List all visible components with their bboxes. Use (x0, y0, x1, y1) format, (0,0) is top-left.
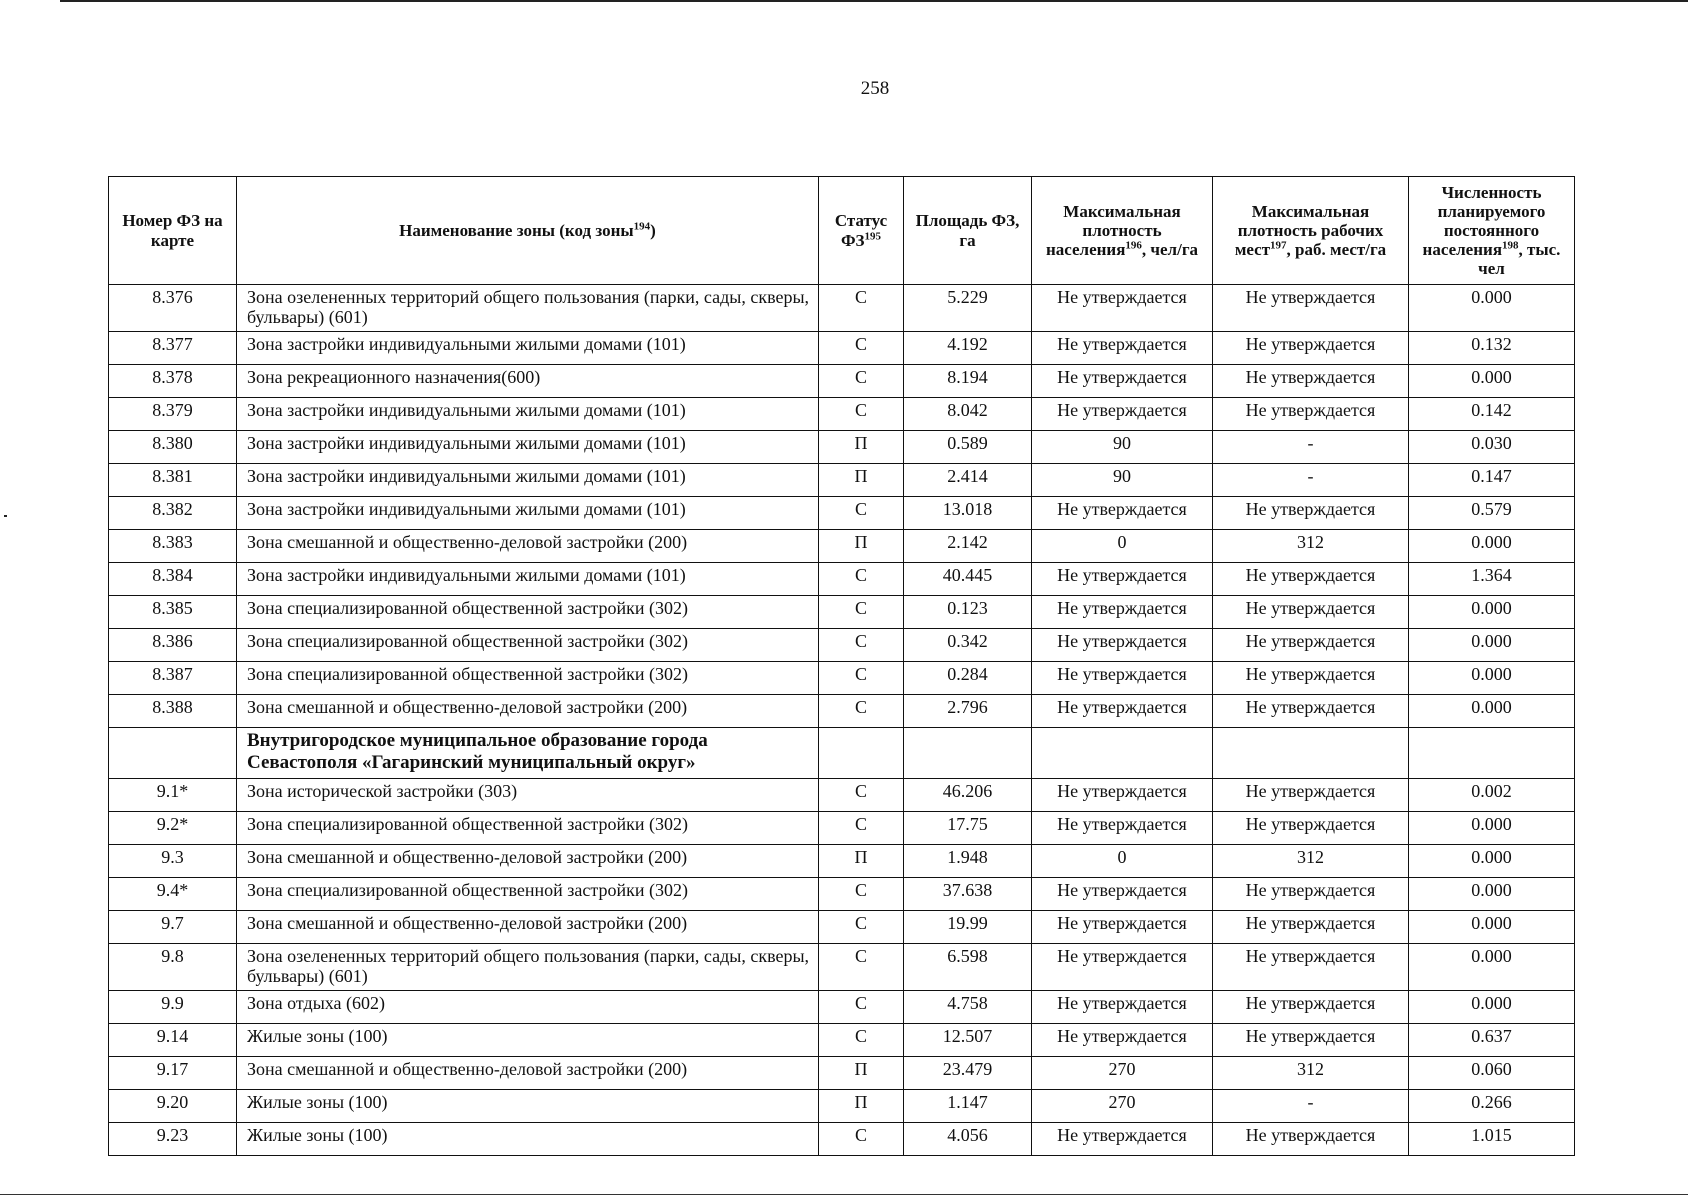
table-cell: 4.056 (904, 1123, 1032, 1156)
header-planned-population: Численность планируемого постоянного населения$^{198}$, тыс. чел (1409, 177, 1575, 285)
table-cell: 8.379 (109, 398, 237, 431)
table-cell: 2.796 (904, 695, 1032, 728)
table-row (109, 1090, 1575, 1123)
table-cell: Не утверждается (1213, 332, 1409, 365)
table-cell: 19.99 (904, 911, 1032, 944)
table-cell: 8.382 (109, 497, 237, 530)
table-cell: 90 (1032, 464, 1213, 497)
table-cell: С (819, 911, 904, 944)
table-body-part-1 (109, 285, 1575, 728)
table-cell: 9.9 (109, 991, 237, 1024)
table-cell: Зона специализированной общественной застройки (302) (237, 812, 819, 845)
table-cell: Не утверждается (1213, 365, 1409, 398)
table-cell: 8.376 (109, 285, 237, 332)
table-row (109, 365, 1575, 398)
table-cell: 9.3 (109, 845, 237, 878)
table-cell: 0.030 (1409, 431, 1575, 464)
table-cell: Зона застройки индивидуальными жилыми домами (101) (237, 464, 819, 497)
table-cell: Не утверждается (1213, 563, 1409, 596)
table-cell: 0.147 (1409, 464, 1575, 497)
table-cell: - (1213, 431, 1409, 464)
table-cell: 0.000 (1409, 596, 1575, 629)
table-cell: - (1213, 1090, 1409, 1123)
table-cell: 0.284 (904, 662, 1032, 695)
table-cell: Не утверждается (1032, 285, 1213, 332)
table-cell: 9.7 (109, 911, 237, 944)
table-cell: 2.142 (904, 530, 1032, 563)
table-cell: Зона озелененных территорий общего пользования (парки, сады, скверы, бульвары) (601) (237, 285, 819, 332)
table-row (109, 398, 1575, 431)
scan-edge-bottom (0, 1194, 1688, 1195)
table-row (109, 431, 1575, 464)
table-cell: 0.000 (1409, 662, 1575, 695)
table-cell: Зона смешанной и общественно-деловой застройки (200) (237, 530, 819, 563)
table-cell: Не утверждается (1032, 944, 1213, 991)
table-cell: 5.229 (904, 285, 1032, 332)
table-cell: 9.23 (109, 1123, 237, 1156)
table-row (109, 878, 1575, 911)
table-row (109, 629, 1575, 662)
table-cell: Не утверждается (1032, 332, 1213, 365)
table-row (109, 845, 1575, 878)
table-cell: 1.364 (1409, 563, 1575, 596)
table-cell: 90 (1032, 431, 1213, 464)
table-cell: Не утверждается (1032, 878, 1213, 911)
table-cell: - (1213, 464, 1409, 497)
table-cell: 0.000 (1409, 944, 1575, 991)
header-job-density: Максимальная плотность рабочих мест$^{197}$, раб. мест/га (1213, 177, 1409, 285)
table-cell: Зона застройки индивидуальными жилыми домами (101) (237, 431, 819, 464)
section-title: Внутригородское муниципальное образование города Севастополя «Гагаринский муниципальный округ» (237, 728, 819, 779)
table-cell: Не утверждается (1032, 1123, 1213, 1156)
table-cell: С (819, 398, 904, 431)
table-cell: Зона смешанной и общественно-деловой застройки (200) (237, 845, 819, 878)
table-cell: Не утверждается (1032, 1024, 1213, 1057)
table-row (109, 332, 1575, 365)
table-cell: Не утверждается (1213, 878, 1409, 911)
table-cell: С (819, 695, 904, 728)
header-status: Статус ФЗ$^{195}$ (819, 177, 904, 285)
table-cell: П (819, 1090, 904, 1123)
scan-mark (4, 515, 7, 517)
table-cell: Не утверждается (1213, 662, 1409, 695)
table-row (109, 530, 1575, 563)
table-cell: Не утверждается (1213, 596, 1409, 629)
table-cell: Жилые зоны (100) (237, 1024, 819, 1057)
table-cell: 8.042 (904, 398, 1032, 431)
table-cell: 8.194 (904, 365, 1032, 398)
table-cell: 0.000 (1409, 812, 1575, 845)
table-cell: С (819, 812, 904, 845)
table-cell: Не утверждается (1213, 695, 1409, 728)
table-cell: Зона отдыха (602) (237, 991, 819, 1024)
table-cell: Не утверждается (1213, 944, 1409, 991)
table-cell: 0 (1032, 530, 1213, 563)
table-cell: 8.385 (109, 596, 237, 629)
table-cell: 9.8 (109, 944, 237, 991)
table-row (109, 695, 1575, 728)
table-cell: Не утверждается (1032, 563, 1213, 596)
table-row (109, 596, 1575, 629)
table-section (109, 728, 1575, 779)
table-row (109, 911, 1575, 944)
table-row (109, 464, 1575, 497)
table-cell (904, 728, 1032, 779)
table-cell: Не утверждается (1213, 991, 1409, 1024)
table-cell: Не утверждается (1032, 812, 1213, 845)
table-cell: 312 (1213, 845, 1409, 878)
table-cell: 0.000 (1409, 878, 1575, 911)
table-row (109, 497, 1575, 530)
table-cell: П (819, 431, 904, 464)
table-cell: Не утверждается (1213, 629, 1409, 662)
table-cell: Не утверждается (1032, 991, 1213, 1024)
table-cell: 0.342 (904, 629, 1032, 662)
table-cell: Зона специализированной общественной застройки (302) (237, 662, 819, 695)
table-cell: Не утверждается (1032, 629, 1213, 662)
table-cell: С (819, 596, 904, 629)
table-cell: 6.598 (904, 944, 1032, 991)
table-cell: Не утверждается (1032, 695, 1213, 728)
table-cell: 37.638 (904, 878, 1032, 911)
table-cell: 0.579 (1409, 497, 1575, 530)
table-cell: 9.20 (109, 1090, 237, 1123)
table-cell: 12.507 (904, 1024, 1032, 1057)
table-cell: 0.123 (904, 596, 1032, 629)
table-cell: 0.000 (1409, 629, 1575, 662)
table-cell: 46.206 (904, 779, 1032, 812)
table-cell: Зона застройки индивидуальными жилыми домами (101) (237, 563, 819, 596)
table-cell: Зона застройки индивидуальными жилыми домами (101) (237, 497, 819, 530)
table-cell: 0.132 (1409, 332, 1575, 365)
table-cell: Не утверждается (1213, 1024, 1409, 1057)
table-header-row (109, 177, 1575, 285)
table-cell: П (819, 530, 904, 563)
zones-table (108, 176, 1575, 1156)
table-cell: 0 (1032, 845, 1213, 878)
table-cell: Зона смешанной и общественно-деловой застройки (200) (237, 1057, 819, 1090)
table-cell: Не утверждается (1213, 285, 1409, 332)
table-cell (1213, 728, 1409, 779)
table-cell: 8.384 (109, 563, 237, 596)
table-cell: 8.377 (109, 332, 237, 365)
table-cell (1409, 728, 1575, 779)
table-row (109, 991, 1575, 1024)
table-row (109, 1057, 1575, 1090)
table-cell: С (819, 662, 904, 695)
table-cell (819, 728, 904, 779)
table-cell: 0.266 (1409, 1090, 1575, 1123)
table-cell: 0.000 (1409, 695, 1575, 728)
header-zone-number: Номер ФЗ на карте (109, 177, 237, 285)
table-cell: 8.378 (109, 365, 237, 398)
table-cell: Не утверждается (1032, 596, 1213, 629)
table-cell: Жилые зоны (100) (237, 1090, 819, 1123)
table-cell: С (819, 285, 904, 332)
table-cell: Зона застройки индивидуальными жилыми домами (101) (237, 332, 819, 365)
table-cell: 312 (1213, 1057, 1409, 1090)
table-cell: 9.2* (109, 812, 237, 845)
table-cell: 1.147 (904, 1090, 1032, 1123)
table-cell: Не утверждается (1213, 1123, 1409, 1156)
table-cell: С (819, 332, 904, 365)
table-cell: С (819, 878, 904, 911)
table-cell: Не утверждается (1213, 398, 1409, 431)
table-cell: Не утверждается (1213, 497, 1409, 530)
table-cell: 0.000 (1409, 991, 1575, 1024)
table-cell: 13.018 (904, 497, 1032, 530)
table-cell: 8.383 (109, 530, 237, 563)
table-cell: С (819, 1123, 904, 1156)
table-cell: 9.17 (109, 1057, 237, 1090)
table-cell: Зона исторической застройки (303) (237, 779, 819, 812)
table-cell: 9.4* (109, 878, 237, 911)
table-cell: Зона рекреационного назначения(600) (237, 365, 819, 398)
table-cell: С (819, 365, 904, 398)
table-cell: 40.445 (904, 563, 1032, 596)
table-cell: Зона специализированной общественной застройки (302) (237, 596, 819, 629)
table-cell: С (819, 629, 904, 662)
table-cell: С (819, 497, 904, 530)
table-cell: 4.192 (904, 332, 1032, 365)
table-cell: С (819, 991, 904, 1024)
table-cell: 4.758 (904, 991, 1032, 1024)
table-row (109, 563, 1575, 596)
table-cell: 0.000 (1409, 845, 1575, 878)
table-cell: 8.386 (109, 629, 237, 662)
header-area: Площадь ФЗ, га (904, 177, 1032, 285)
table-cell: 8.380 (109, 431, 237, 464)
table-row (109, 285, 1575, 332)
table-row (109, 1123, 1575, 1156)
table-row (109, 812, 1575, 845)
table-cell: 0.000 (1409, 911, 1575, 944)
table-cell: Не утверждается (1032, 779, 1213, 812)
table-cell: Не утверждается (1032, 911, 1213, 944)
table-cell: 2.414 (904, 464, 1032, 497)
table-cell: Жилые зоны (100) (237, 1123, 819, 1156)
table-cell: 8.388 (109, 695, 237, 728)
table-cell: Не утверждается (1213, 812, 1409, 845)
table-cell: 1.015 (1409, 1123, 1575, 1156)
table-cell: Зона специализированной общественной застройки (302) (237, 878, 819, 911)
table-cell: 0.002 (1409, 779, 1575, 812)
table-row (109, 779, 1575, 812)
table-row (109, 662, 1575, 695)
table-cell: Зона смешанной и общественно-деловой застройки (200) (237, 911, 819, 944)
table-cell: 23.479 (904, 1057, 1032, 1090)
table-cell: 1.948 (904, 845, 1032, 878)
table-cell: 0.637 (1409, 1024, 1575, 1057)
table-cell (109, 728, 237, 779)
table-cell: Не утверждается (1213, 779, 1409, 812)
table-cell: Не утверждается (1213, 911, 1409, 944)
table-cell: Зона застройки индивидуальными жилыми домами (101) (237, 398, 819, 431)
table-cell: Не утверждается (1032, 662, 1213, 695)
table-cell: С (819, 1024, 904, 1057)
page-number: 258 (860, 78, 890, 99)
table-cell: Не утверждается (1032, 497, 1213, 530)
table-cell: 9.14 (109, 1024, 237, 1057)
table-cell: 0.000 (1409, 285, 1575, 332)
table-cell: П (819, 845, 904, 878)
section-row (109, 728, 1575, 779)
table-cell: 0.000 (1409, 530, 1575, 563)
table-body-part-2 (109, 779, 1575, 1156)
table-cell: 9.1* (109, 779, 237, 812)
table-cell: 17.75 (904, 812, 1032, 845)
table-cell (1032, 728, 1213, 779)
header-population-density: Максимальная плотность населения$^{196}$, чел/га (1032, 177, 1213, 285)
table-cell: П (819, 1057, 904, 1090)
scan-edge-top (60, 0, 1688, 2)
table-cell: Зона озелененных территорий общего пользования (парки, сады, скверы, бульвары) (601) (237, 944, 819, 991)
table-cell: 0.060 (1409, 1057, 1575, 1090)
table-cell: 270 (1032, 1057, 1213, 1090)
header-zone-name: Наименование зоны (код зоны$^{194}$) (237, 177, 819, 285)
table-cell: 8.381 (109, 464, 237, 497)
table-cell: 270 (1032, 1090, 1213, 1123)
table-cell: С (819, 779, 904, 812)
table-cell: 312 (1213, 530, 1409, 563)
table-cell: С (819, 944, 904, 991)
table-cell: Зона специализированной общественной застройки (302) (237, 629, 819, 662)
table-cell: Не утверждается (1032, 365, 1213, 398)
table-cell: П (819, 464, 904, 497)
table-row (109, 1024, 1575, 1057)
table-cell: Не утверждается (1032, 398, 1213, 431)
table-cell: 8.387 (109, 662, 237, 695)
table-cell: 0.142 (1409, 398, 1575, 431)
table-cell: С (819, 563, 904, 596)
table-cell: Зона смешанной и общественно-деловой застройки (200) (237, 695, 819, 728)
table-cell: 0.589 (904, 431, 1032, 464)
table-cell: 0.000 (1409, 365, 1575, 398)
table-row (109, 944, 1575, 991)
